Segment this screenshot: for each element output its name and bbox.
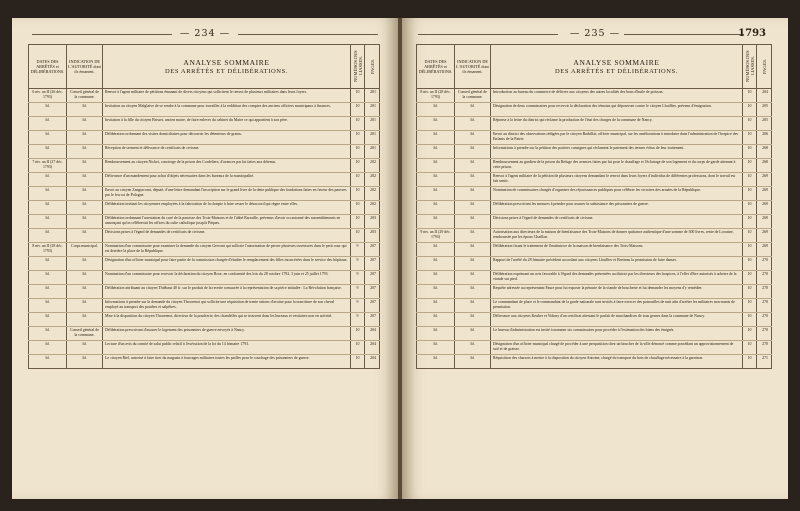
row-date: 8 niv. an II (28 déc. 1793): [417, 89, 455, 103]
row-authority: Conseil général de la commune.: [455, 89, 491, 103]
row-date: Id.: [417, 327, 455, 341]
row-authority: Id.: [455, 131, 491, 145]
row-authority: Id.: [67, 299, 103, 313]
table-row: [29, 215, 380, 229]
row-authority: Id.: [67, 313, 103, 327]
row-bundle-number: 10: [743, 299, 757, 313]
table-row: [29, 271, 380, 285]
row-authority: Id.: [67, 145, 103, 159]
row-date: 8 niv. an II (28 déc. 1793): [29, 243, 67, 257]
row-page: 205: [757, 117, 772, 131]
table-row: [417, 89, 772, 103]
summary-subtitle: DES ARRÊTÉS ET DÉLIBÉRATIONS.: [164, 67, 289, 75]
row-summary: Invitation à la fille du citoyen Brisset, ancien maire, de faire enlever du cabinet du Maire ce qui appartient à son père.: [103, 117, 351, 131]
table-row: [29, 341, 380, 355]
row-authority: Id.: [67, 201, 103, 215]
row-page: 269: [757, 187, 772, 201]
row-bundle-number: 9: [351, 243, 365, 257]
row-page: 269: [757, 173, 772, 187]
row-bundle-number: 10: [743, 243, 757, 257]
row-summary: Renvoi à l'agent militaire de la pétition de plusieurs citoyens demandant le renvoi dans leurs foyers d'individus de différentes professions, dont le travail est fait sentir.: [491, 173, 743, 187]
row-summary: Délibération exprimant un avis favorable à l'égard des demandes présentées au district par les directeurs des hospices, à l'effet d'être autorisés à acheter de la viande sur pied.: [491, 271, 743, 285]
row-page: 268: [757, 159, 772, 173]
row-page: 204: [365, 327, 380, 341]
row-bundle-number: 10: [743, 187, 757, 201]
table-row: [29, 243, 380, 257]
row-bundle-number: 10: [351, 341, 365, 355]
row-authority: Corps municipal.: [67, 243, 103, 257]
year-heading: 1793: [738, 28, 766, 39]
col-pages-header: [757, 45, 772, 89]
row-summary: Désignation d'un officier municipal pour faire partie de la commission chargée d'étudier le remplacement des filles incarcérées dans le service des hôpitaux.: [103, 257, 351, 271]
row-date: Id.: [417, 117, 455, 131]
table-row: [29, 187, 380, 201]
page-number: — 235 —: [569, 28, 621, 39]
col-dates-header: DATES DES ARRÊTÉS et DÉLIBÉRATIONS.: [417, 45, 455, 89]
row-bundle-number: 10: [743, 257, 757, 271]
row-date: Id.: [29, 257, 67, 271]
row-date: Id.: [417, 187, 455, 201]
row-summary: Délibération attribuant au citoyen Thiébaut 40 fr. sur le produit de la recette consacrée à la représentation de sa pièce intitulée : La Révolution française.: [103, 285, 351, 299]
row-summary: Réponse à la lettre du district qui réclame la production de l'état des charges de la commune de Nancy.: [491, 117, 743, 131]
row-date: Id.: [417, 257, 455, 271]
row-summary: Remboursement au citoyen Nicket, concierge de la prison des Cordeliers, d'avances par lui faites aux détenus.: [103, 159, 351, 173]
row-bundle-number: 10: [743, 215, 757, 229]
page-number: — 234 —: [179, 28, 231, 39]
row-date: Id.: [29, 355, 67, 369]
row-date: Id.: [417, 215, 455, 229]
summary-subtitle: DES ARRÊTÉS ET DÉLIBÉRATIONS.: [554, 67, 679, 75]
row-authority: Id.: [455, 257, 491, 271]
row-summary: Rapport de l'arrêté du 28 frimaire précédent accordant aux citoyens Lhuillier et Bretteau la permission de faire danser.: [491, 257, 743, 271]
table-row: [417, 327, 772, 341]
row-date: 7 niv. an II (27 déc. 1793): [29, 159, 67, 173]
row-bundle-number: 10: [351, 355, 365, 369]
row-authority: Conseil général de la commune.: [67, 327, 103, 341]
row-page: 269: [757, 243, 772, 257]
row-summary: Réception de serment et délivrance de certificats de civisme.: [103, 145, 351, 159]
row-date: Id.: [417, 145, 455, 159]
row-bundle-number: 10: [351, 145, 365, 159]
row-date: 6 niv. an II (26 déc. 1793): [29, 89, 67, 103]
col-numbers-header: [743, 45, 757, 89]
row-summary: Délibération ordonnant des visites domiciliaires pour découvrir les détenteurs de grains.: [103, 131, 351, 145]
book-spread: [12, 18, 788, 499]
row-page: 201: [365, 89, 380, 103]
table-row: [29, 285, 380, 299]
row-authority: Id.: [455, 285, 491, 299]
row-bundle-number: 10: [743, 117, 757, 131]
row-page: 201: [365, 131, 380, 145]
row-bundle-number: 10: [743, 327, 757, 341]
row-authority: Id.: [455, 159, 491, 173]
row-authority: Id.: [455, 355, 491, 369]
row-summary: Nomination de commissaires chargés d'organiser des réjouissances publiques pour célébrer les victoires des armées de la République.: [491, 187, 743, 201]
table-row: [29, 103, 380, 117]
row-authority: Id.: [455, 117, 491, 131]
row-bundle-number: 10: [743, 355, 757, 369]
col-authority-header: INDICATION DE L'AUTORITÉ dont ils émanent.: [455, 45, 491, 89]
table-row: [29, 131, 380, 145]
row-bundle-number: 10: [351, 117, 365, 131]
row-page: 202: [365, 173, 380, 187]
row-page: 269: [757, 201, 772, 215]
table-row: [417, 173, 772, 187]
row-bundle-number: 10: [351, 229, 365, 243]
row-bundle-number: 10: [351, 187, 365, 201]
row-summary: Envoi au district des observations rédigées par le citoyen Barbillat, officier municipal, sur les améliorations à introduire dans l'administration de l'hospice des Enfants de la Patrie.: [491, 131, 743, 145]
row-authority: Id.: [455, 215, 491, 229]
table-row: [29, 201, 380, 215]
table-row: [417, 159, 772, 173]
row-summary: Délibération invitant les citoyennes employées à la fabrication de la charpie à faire cesser le désaccord qui règne entre elles.: [103, 201, 351, 215]
summary-title: ANALYSE SOMMAIRE: [183, 57, 270, 67]
row-bundle-number: 10: [351, 215, 365, 229]
table-row: [417, 103, 772, 117]
row-page: 270: [757, 341, 772, 355]
row-authority: Id.: [455, 103, 491, 117]
row-authority: Conseil général de la commune.: [67, 89, 103, 103]
row-authority: Id.: [67, 229, 103, 243]
row-date: Id.: [29, 313, 67, 327]
pages-label: PAGES.: [369, 58, 375, 74]
row-summary: Envoi au citoyen Zangiacomi, député, d'une lettre demandant l'inscription sur le grand livre de la dette publique des fondations faites en faveur des pauvres par le feu roi de Pologne.: [103, 187, 351, 201]
table-row: [29, 145, 380, 159]
row-authority: Id.: [67, 257, 103, 271]
row-authority: Id.: [455, 201, 491, 215]
row-bundle-number: 10: [743, 131, 757, 145]
row-page: 270: [757, 299, 772, 313]
pages-label: PAGES.: [761, 58, 767, 74]
table-row: [417, 117, 772, 131]
table-row: [417, 341, 772, 355]
table-row: [417, 285, 772, 299]
row-date: Id.: [417, 131, 455, 145]
row-authority: Id.: [67, 355, 103, 369]
row-summary: Le commandant de place et le commandant de la garde nationale sont invités à faire exercer des patrouilles de nuit afin d'arrêter les militaires non munis de permission.: [491, 299, 743, 313]
row-summary: Invitation au citoyen Malglaive de se rendre à la commune pour travailler à la reddition des comptes des anciens officiers municipaux à finances.: [103, 103, 351, 117]
row-date: Id.: [29, 341, 67, 355]
row-authority: Id.: [67, 173, 103, 187]
col-authority-header: INDICATION DE L'AUTORITÉ dont ils émanent.: [67, 45, 103, 89]
row-page: 204: [757, 89, 772, 103]
row-bundle-number: 10: [351, 327, 365, 341]
numbers-label: NUMÉROS DES LIASSES.: [352, 50, 363, 82]
row-date: Id.: [417, 341, 455, 355]
left-page: [12, 18, 398, 499]
row-authority: Id.: [67, 285, 103, 299]
table-row: [417, 131, 772, 145]
row-page: 268: [757, 145, 772, 159]
table-header-row: [417, 45, 772, 89]
row-summary: Désignation d'un officier municipal chargé de procéder à une perquisition chez un boucher de la ville dénoncé comme possédant un approvisionnement de suif et de graisse.: [491, 341, 743, 355]
row-bundle-number: 9: [351, 285, 365, 299]
row-page: 207: [365, 257, 380, 271]
row-date: Id.: [417, 201, 455, 215]
row-date: Id.: [29, 299, 67, 313]
row-authority: Id.: [455, 327, 491, 341]
row-bundle-number: 10: [351, 159, 365, 173]
table-row: [417, 145, 772, 159]
row-page: 270: [757, 271, 772, 285]
row-page: 207: [365, 285, 380, 299]
row-date: Id.: [29, 117, 67, 131]
row-bundle-number: 10: [743, 229, 757, 243]
summary-title: ANALYSE SOMMAIRE: [573, 57, 660, 67]
row-page: 207: [365, 313, 380, 327]
table-row: [417, 201, 772, 215]
row-bundle-number: 9: [351, 271, 365, 285]
table-body-left: [29, 89, 380, 369]
row-summary: Délivrance d'un mandement pour achat d'objets nécessaires dans les bureaux de la municipalité.: [103, 173, 351, 187]
col-numbers-header: [351, 45, 365, 89]
row-summary: Le bureau d'administration est invité à nommer six commissaires pour procéder à l'estimation des biens des émigrés.: [491, 327, 743, 341]
row-date: Id.: [417, 313, 455, 327]
row-date: Id.: [417, 285, 455, 299]
row-page: 205: [757, 103, 772, 117]
row-page: 207: [365, 271, 380, 285]
row-bundle-number: 9: [351, 299, 365, 313]
row-page: 271: [757, 355, 772, 369]
row-bundle-number: 10: [743, 285, 757, 299]
row-authority: Id.: [455, 313, 491, 327]
row-bundle-number: 10: [743, 201, 757, 215]
row-date: Id.: [417, 159, 455, 173]
table-header-row: [29, 45, 380, 89]
row-summary: Remboursement au gardien de la prison du Refuge des avances faites par lui pour le chauffage et l'éclairage de son logement et du corps de garde attenant à cette prison.: [491, 159, 743, 173]
col-dates-header: DATES DES ARRÊTÉS et DÉLIBÉRATIONS.: [29, 45, 67, 89]
row-date: Id.: [29, 271, 67, 285]
row-summary: Délibération prescrivant les mesures à prendre pour assurer la subsistance des prisonniers de guerre.: [491, 201, 743, 215]
row-bundle-number: 10: [743, 271, 757, 285]
right-page-header: [402, 28, 788, 42]
row-summary: Introduction au bureau du commerce de délivrer aux citoyens des autres localités des bons d'huile de poisson.: [491, 89, 743, 103]
row-summary: Désignation de deux commissaires pour recevoir la déclaration des témoins qui déposeront contre le citoyen Lhuillier, prévenu d'émigration.: [491, 103, 743, 117]
row-date: Id.: [417, 243, 455, 257]
row-page: 202: [365, 187, 380, 201]
table-row: [417, 299, 772, 313]
row-authority: Id.: [455, 229, 491, 243]
row-summary: Informations à prendre sur la demande du citoyen Thouvenot qui sollicite une réquisition de trente rations d'avoine pour la nourriture de son cheval employé au transport des poudres et salpêtres.: [103, 299, 351, 313]
table-row: [29, 117, 380, 131]
row-authority: Id.: [455, 187, 491, 201]
row-bundle-number: 10: [351, 173, 365, 187]
table-row: [417, 229, 772, 243]
register-table-right: [416, 44, 772, 369]
row-date: Id.: [29, 327, 67, 341]
row-date: Id.: [417, 173, 455, 187]
row-authority: Id.: [67, 131, 103, 145]
row-summary: Nomination d'un commissaire pour examiner la demande du citoyen Gervant qui sollicite l'autorisation de percer plusieurs ouvertures dans le petit cour qui est derrière la place de la République.: [103, 243, 351, 257]
table-row: [29, 313, 380, 327]
table-row: [417, 271, 772, 285]
row-page: 201: [365, 117, 380, 131]
table-row: [29, 299, 380, 313]
row-bundle-number: 9: [351, 313, 365, 327]
row-date: 9 niv. an II (29 déc. 1793): [417, 229, 455, 243]
row-date: Id.: [417, 271, 455, 285]
table-row: [29, 257, 380, 271]
row-date: Id.: [29, 285, 67, 299]
table-row: [417, 355, 772, 369]
row-date: Id.: [29, 201, 67, 215]
row-summary: Nomination d'un commissaire pour recevoir la déclaration du citoyen Rose, en conformité des lois du 28 octobre 1792, 3 juin et 25 juillet 1793.: [103, 271, 351, 285]
table-row: [29, 229, 380, 243]
row-date: Id.: [29, 215, 67, 229]
row-date: Id.: [29, 187, 67, 201]
row-date: Id.: [29, 131, 67, 145]
row-date: Id.: [417, 299, 455, 313]
table-row: [29, 89, 380, 103]
row-authority: Id.: [67, 117, 103, 131]
row-date: Id.: [29, 229, 67, 243]
row-authority: Id.: [455, 271, 491, 285]
row-page: 269: [757, 229, 772, 243]
row-summary: Lecture d'un avis du comité de salut public relatif à l'exécution de la loi du 14 frimaire 1793.: [103, 341, 351, 355]
row-bundle-number: 10: [743, 89, 757, 103]
row-bundle-number: 10: [351, 201, 365, 215]
row-summary: Décisions prises à l'égard de demandes de certificats de civisme.: [103, 229, 351, 243]
row-page: 207: [365, 243, 380, 257]
table-row: [29, 159, 380, 173]
row-authority: Id.: [67, 271, 103, 285]
row-page: 204: [365, 355, 380, 369]
row-summary: Renvoi à l'agent militaire de pétitions émanant de divers citoyens qui sollicitent le renvoi de plusieurs militaires dans leurs foyers.: [103, 89, 351, 103]
row-authority: Id.: [455, 145, 491, 159]
row-page: 269: [757, 215, 772, 229]
row-bundle-number: 10: [351, 131, 365, 145]
row-bundle-number: 10: [351, 103, 365, 117]
table-row: [29, 327, 380, 341]
table-row: [417, 257, 772, 271]
row-summary: Mise à la disposition du citoyen Thouvenot, directeur de la poudrerie, des chandelles qui se trouvent dans les bureaux et vestiaires non en activité.: [103, 313, 351, 327]
row-date: Id.: [417, 355, 455, 369]
row-page: 270: [757, 313, 772, 327]
row-page: 270: [757, 257, 772, 271]
row-page: 270: [757, 327, 772, 341]
row-date: Id.: [29, 173, 67, 187]
row-page: 203: [365, 229, 380, 243]
row-page: 201: [365, 103, 380, 117]
register-table-left: [28, 44, 380, 369]
row-authority: Id.: [455, 341, 491, 355]
row-page: 203: [365, 215, 380, 229]
table-row: [417, 187, 772, 201]
row-date: Id.: [29, 145, 67, 159]
row-bundle-number: 10: [743, 313, 757, 327]
row-summary: Informations à prendre sur la pétition des portiers consignes qui réclament le paiement des termes échus de leur traitement.: [491, 145, 743, 159]
row-authority: Id.: [67, 215, 103, 229]
row-bundle-number: 10: [743, 173, 757, 187]
row-summary: Autorisation aux directeurs de la maison de bienfaisance des Trois-Maisons de donner quittance authentique d'une somme de 300 livres, rente de Lorraine, remboursée par les époux Chaillon.: [491, 229, 743, 243]
row-page: 206: [757, 131, 772, 145]
row-authority: Id.: [455, 299, 491, 313]
row-bundle-number: 9: [351, 257, 365, 271]
row-page: 202: [365, 159, 380, 173]
row-summary: Le citoyen Riel, autorisé à faire tirer du magasin à fourrages militaires toutes les pailles pour le couchage des prisonniers de guerre.: [103, 355, 351, 369]
row-page: 202: [365, 201, 380, 215]
table-row: [417, 313, 772, 327]
col-pages-header: [365, 45, 380, 89]
table-row: [417, 243, 772, 257]
row-authority: Id.: [67, 159, 103, 173]
row-authority: Id.: [67, 103, 103, 117]
row-date: Id.: [417, 103, 455, 117]
row-bundle-number: 10: [743, 341, 757, 355]
left-page-header: [12, 28, 398, 42]
row-authority: Id.: [67, 341, 103, 355]
row-summary: Réquisition des charrois à mettre à la disposition du citoyen Antoine, chargé du transport du bois de chauffage nécessaire à la garnison.: [491, 355, 743, 369]
row-summary: Requête adressée au représentant Faure pour lui exposer la pénurie de la viande de boucherie et lui demander les moyens d'y remédier.: [491, 285, 743, 299]
row-summary: Décisions prises à l'égard de demandes de certificats de civisme.: [491, 215, 743, 229]
row-bundle-number: 10: [743, 159, 757, 173]
row-summary: Délibération ordonnant l'arrestation du curé de la paroisse des Trois-Maisons et de l'abbé Barraille, prévenus d'avoir occasionné des rassemblements en annonçant qu'on célèbrerait les offices du culte catholique jusqu'à Pâques.: [103, 215, 351, 229]
row-date: Id.: [29, 103, 67, 117]
row-authority: Id.: [67, 187, 103, 201]
row-bundle-number: 10: [743, 103, 757, 117]
table-body-right: [417, 89, 772, 369]
row-page: 270: [757, 285, 772, 299]
row-summary: Délibération prescrivant d'assurer le logement des prisonniers de guerre envoyés à Nancy.: [103, 327, 351, 341]
row-bundle-number: 10: [743, 145, 757, 159]
row-authority: Id.: [455, 173, 491, 187]
row-bundle-number: 10: [351, 89, 365, 103]
col-summary-header: [103, 45, 351, 89]
row-summary: Délivrance aux citoyens Keuber et Vidony d'un certificat attestant le parfait de marchandises de tous genres dans la commune de Nancy.: [491, 313, 743, 327]
table-row: [417, 215, 772, 229]
table-row: [29, 355, 380, 369]
numbers-label: NUMÉROS DES LIASSES.: [744, 50, 755, 82]
table-row: [29, 173, 380, 187]
row-page: 204: [365, 341, 380, 355]
row-page: 201: [365, 145, 380, 159]
col-summary-header: [491, 45, 743, 89]
right-page: [402, 18, 788, 499]
row-page: 207: [365, 299, 380, 313]
row-summary: Délibération fixant le traitement de l'institutrice de la maison de bienfaisance des Trois-Maisons.: [491, 243, 743, 257]
row-authority: Id.: [455, 243, 491, 257]
